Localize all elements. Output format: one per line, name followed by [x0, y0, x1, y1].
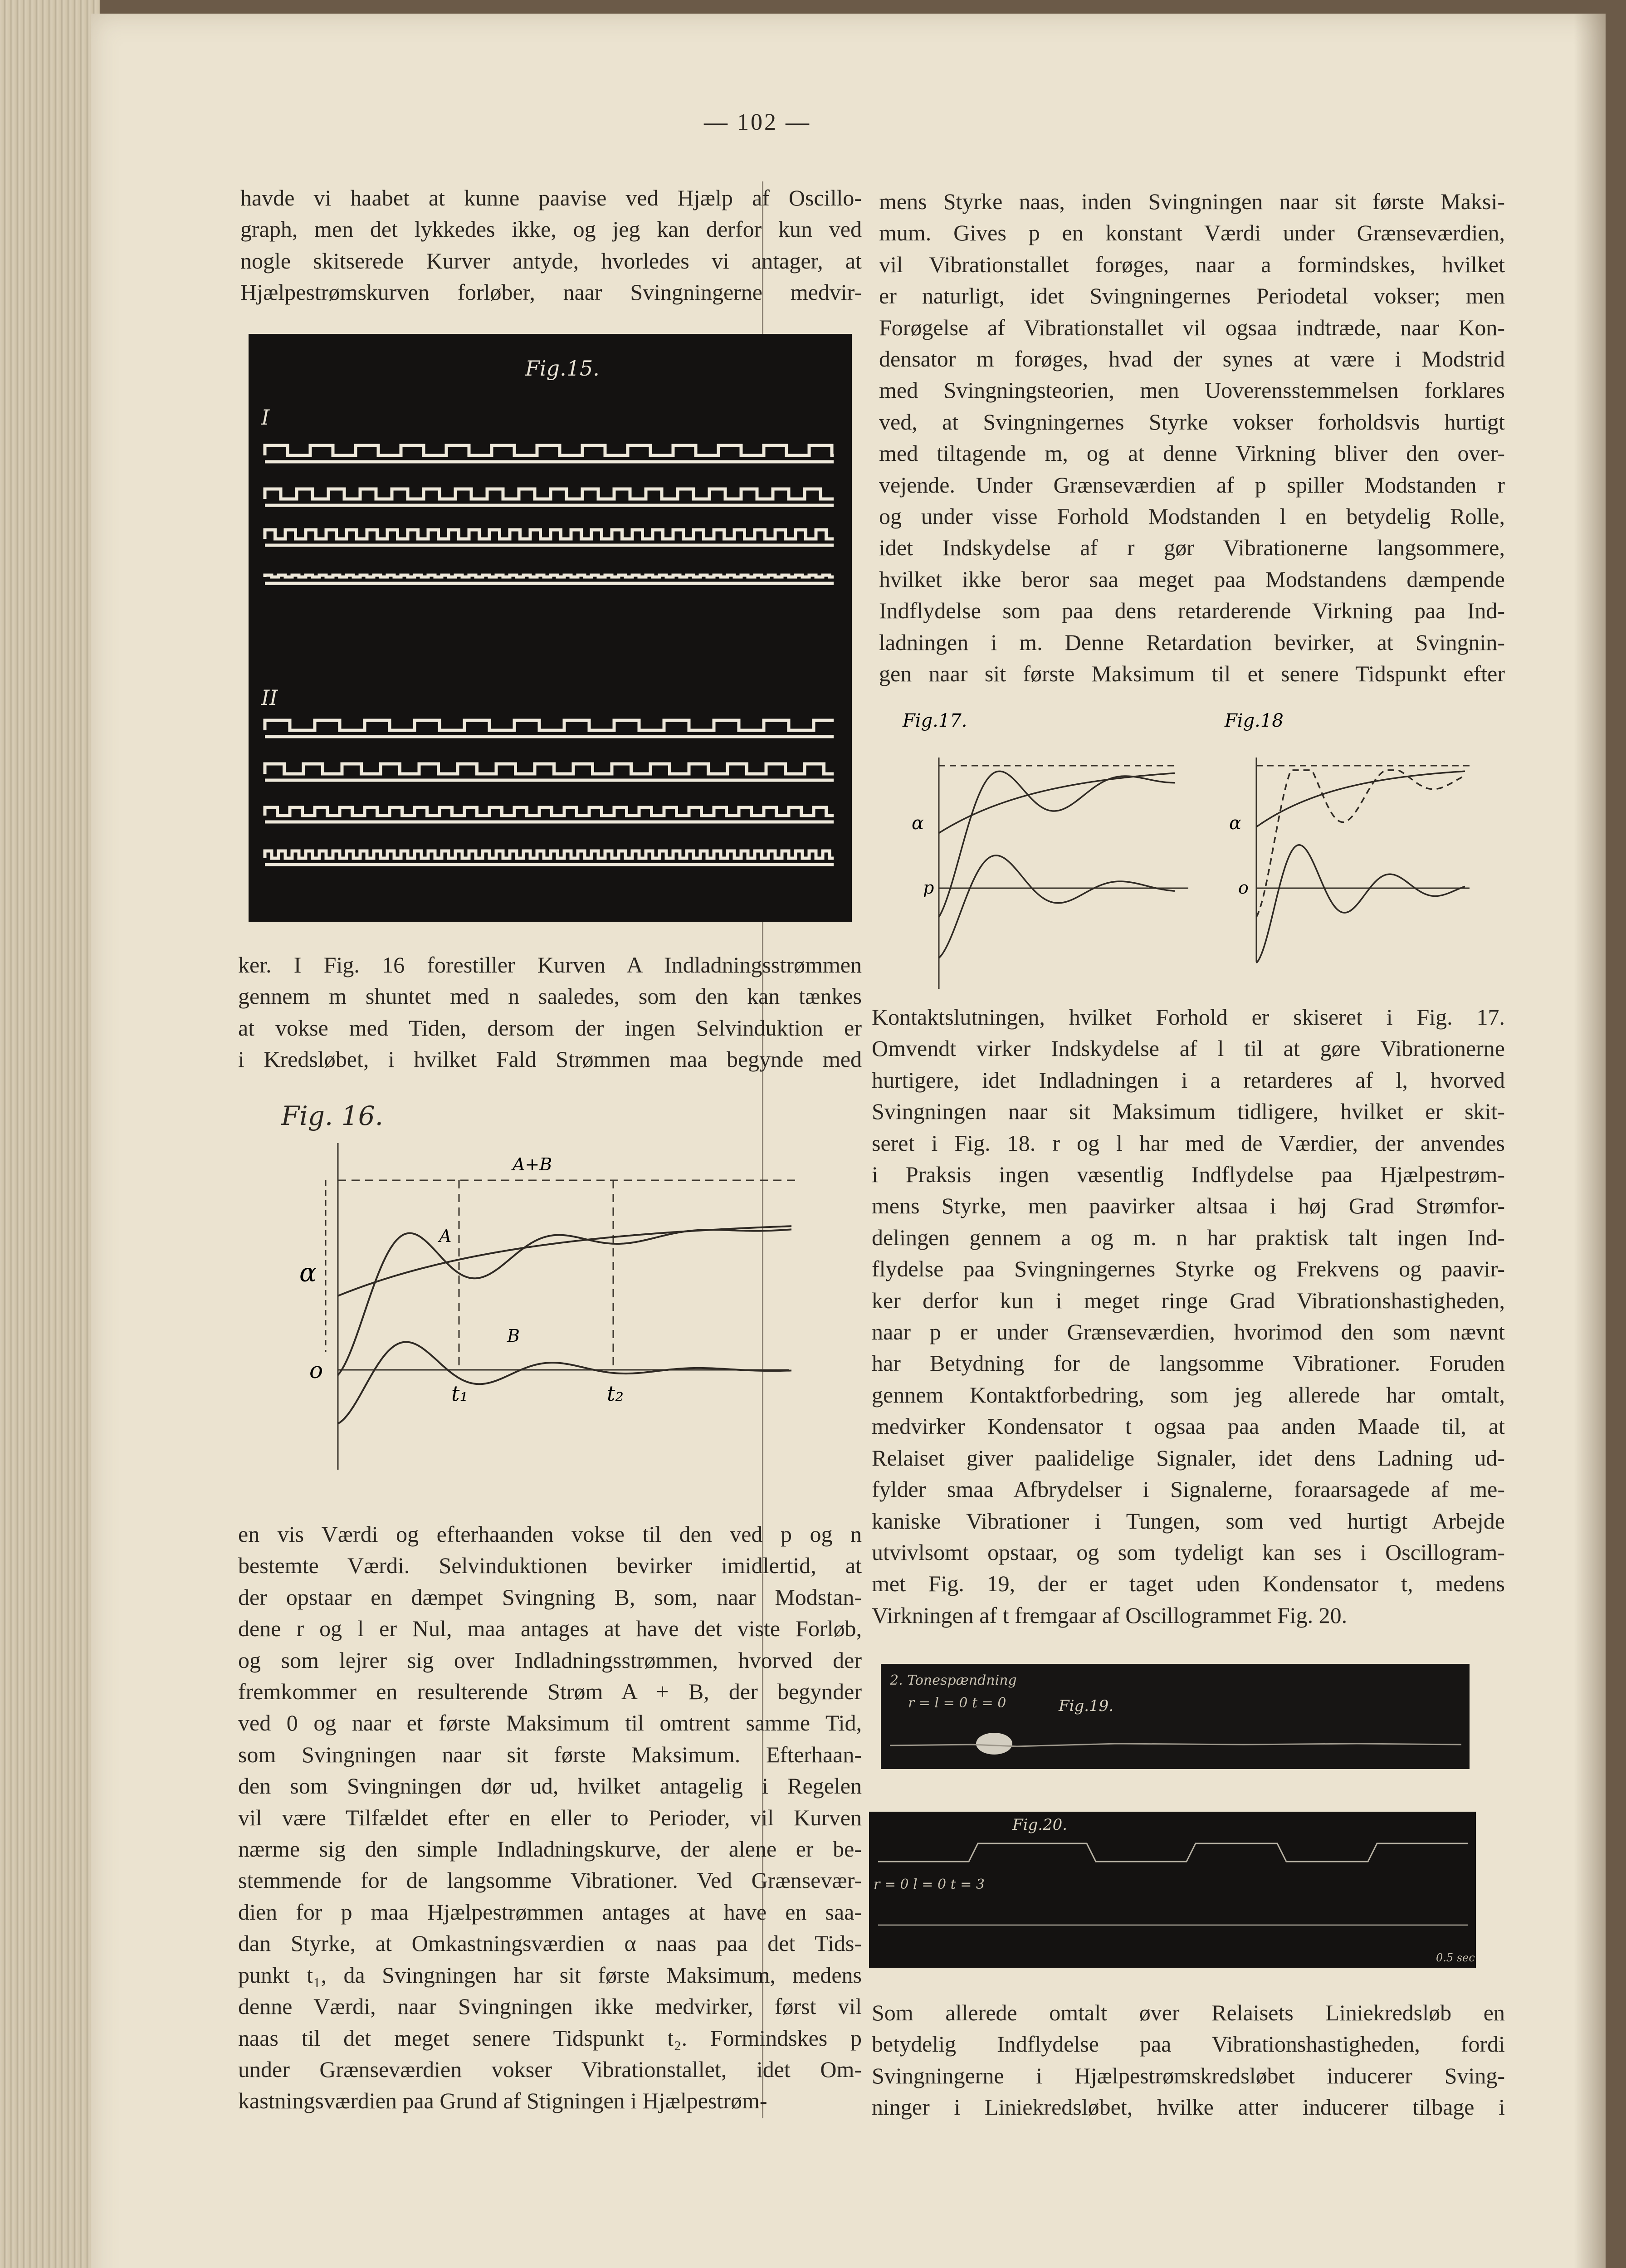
- text-line: nærme sig den simple Indladningskurve, der alene er be-: [238, 1836, 862, 1862]
- text-line: fremkommer en resulterende Strøm A + B, der begynder: [238, 1679, 862, 1705]
- figure-20-caption: Fig.20.: [1012, 1816, 1068, 1834]
- text-line: Forøgelse af Vibrationstallet vil ogsaa indtræde, naar Kon-: [879, 314, 1505, 340]
- right-paragraph-1: [879, 186, 1505, 690]
- text-line: ninger i Liniekredsløbet, hvilke atter inducerer tilbage i: [872, 2094, 1505, 2120]
- left-paragraph-2: [238, 949, 862, 1075]
- figure-18-origin: o: [1238, 878, 1249, 898]
- figure-18-caption: Fig.18: [1225, 710, 1284, 731]
- text-line: dien for p maa Hjælpestrømmen antages at have en saa-: [238, 1899, 862, 1925]
- text-line: den som Svingningen dør ud, hvilket antagelig i Regelen: [238, 1773, 862, 1799]
- figure-16-label-a: A: [439, 1226, 452, 1246]
- text-line: vil være Tilfældet efter en eller to Perioder, vil Kurven: [238, 1804, 862, 1830]
- text-line: mens Styrke naas, inden Svingningen naar sit første Maksi-: [879, 189, 1505, 214]
- text-line: Svingningen naar sit Maksimum tidligere, hvilket er skit-: [872, 1099, 1505, 1124]
- text-line: en vis Værdi og efterhaanden vokse til den ved p og n: [238, 1521, 862, 1547]
- text-line: vil Vibrationstallet forøges, naar a formindskes, hvilket: [879, 251, 1505, 277]
- text-line: mum. Gives p en konstant Værdi under Grænseværdien,: [879, 220, 1505, 246]
- text-line: seret i Fig. 18. r og l har med de Værdier, der anvendes: [872, 1130, 1505, 1156]
- text-line: at vokse med Tiden, dersom der ingen Selvinduktion er: [238, 1015, 862, 1041]
- text-line: som Svingningen naar sit første Maksimum. Efterhaan-: [238, 1741, 862, 1767]
- text-line: Som allerede omtalt øver Relaisets Liniekredsløb en: [872, 2000, 1505, 2025]
- text-line: densator m forøges, hvad der synes at være i Modstrid: [879, 346, 1505, 372]
- text-line: Indflydelse som paa dens retarderende Virkning paa Ind-: [879, 598, 1505, 624]
- figure-19-note-2: r = l = 0 t = 0: [908, 1695, 1006, 1711]
- figure-17-alpha: α: [912, 813, 924, 834]
- figure-20-oscillogram: [869, 1812, 1476, 1968]
- figure-16-t2: t₂: [607, 1381, 624, 1406]
- text-line: idet Indskydelse af r gør Vibrationerne langsommere,: [879, 535, 1505, 561]
- text-line: Hjælpestrømskurven forløber, naar Svingningerne medvir-: [240, 279, 862, 305]
- text-line: kastningsværdien paa Grund af Stigningen i Hjælpestrøm-: [238, 2088, 767, 2114]
- text-line: Relaiset giver paalidelige Signaler, idet dens Ladning ud-: [872, 1445, 1505, 1471]
- figure-17-caption: Fig.17.: [903, 710, 967, 731]
- figure-20-note-1: r = 0 l = 0 t = 3: [874, 1877, 985, 1892]
- text-line: Omvendt virker Indskydelse af l til at gøre Vibrationerne: [872, 1036, 1505, 1061]
- text-line: delingen gennem a og m. n har praktisk talt ingen Ind-: [872, 1224, 1505, 1250]
- figure-16-alpha: α: [299, 1258, 317, 1288]
- page-gutter-shadow: [1574, 14, 1606, 2268]
- text-line: er naturligt, idet Svingningernes Periodetal vokser; men: [879, 283, 1505, 309]
- text-line: denne Værdi, naar Svingningen ikke medvirker, først vil: [238, 1994, 862, 2019]
- figure-16-label-ab: A+B: [513, 1154, 552, 1174]
- figure-15-oscillogram: [249, 334, 852, 922]
- text-line: stemmende for de langsomme Vibrationer. Ved Grænsevær-: [238, 1867, 862, 1893]
- text-line: punkt t₁, da Svingningen har sit første Maksimum, medens: [238, 1962, 862, 1988]
- text-line: kaniske Vibrationer i Tungen, som ved hurtigt Arbejde: [872, 1508, 1505, 1534]
- text-line: nogle skitserede Kurver antyde, hvorledes vi antager, at: [240, 248, 862, 274]
- oscillogram-trace: [265, 575, 834, 577]
- text-line: dan Styrke, at Omkastningsværdien α naas paa det Tids-: [238, 1931, 862, 1956]
- right-paragraph-3: [872, 1997, 1505, 2123]
- text-line: hurtigere, idet Indladningen i a retarderes af l, hvorved: [872, 1067, 1505, 1093]
- text-line: fylder smaa Afbrydelser i Signalerne, foraarsagede af me-: [872, 1476, 1505, 1502]
- text-line: vejende. Under Grænseværdien af p spiller Modstanden r: [879, 472, 1505, 498]
- figure-20-note-2: 0.5 sec: [1436, 1951, 1475, 1964]
- text-line: med Svingningsteorien, men Uoverensstemmelsen forklares: [879, 377, 1505, 403]
- text-line: Svingningerne i Hjælpestrømskredsløbet inducerer Sving-: [872, 2063, 1505, 2088]
- figure-16-caption: Fig. 16.: [281, 1100, 384, 1131]
- text-line: met Fig. 19, der er taget uden Kondensator t, medens: [872, 1571, 1505, 1597]
- text-line: ved, at Svingningernes Styrke vokser forholdsvis hurtigt: [879, 409, 1505, 435]
- text-line: ladningen i m. Denne Retardation bevirker, at Svingnin-: [879, 629, 1505, 655]
- figure-15-label-I: I: [261, 405, 270, 430]
- text-line: gennem m shuntet med n saaledes, som den kan tænkes: [238, 983, 862, 1009]
- page-number: — 102 —: [704, 109, 811, 135]
- figure-17-diagram: [898, 708, 1197, 998]
- text-line: bestemte Værdi. Selvinduktionen bevirker imidlertid, at: [238, 1553, 862, 1579]
- text-line: der opstaar en dæmpet Svingning B, som, naar Modstan-: [238, 1584, 862, 1610]
- text-line: hvilket ikke beror saa meget paa Modstandens dæmpende: [879, 566, 1505, 592]
- figure-15-label-II: II: [261, 685, 278, 710]
- text-line: ker derfor kun i meget ringe Grad Vibrationshastigheden,: [872, 1287, 1505, 1313]
- text-line: og under visse Forhold Modstanden l en betydelig Rolle,: [879, 503, 1505, 529]
- text-line: medvirker Kondensator t ogsaa paa anden Maade til, at: [872, 1413, 1505, 1439]
- text-line: ker. I Fig. 16 forestiller Kurven A Indladningsstrømmen: [238, 952, 862, 978]
- text-line: gennem Kontaktforbedring, som jeg allerede har omtalt,: [872, 1382, 1505, 1408]
- text-line: i Praksis ingen væsentlig Indflydelse paa Hjælpestrøm-: [872, 1162, 1505, 1188]
- left-paragraph-3: [238, 1519, 862, 2117]
- text-line: naas til det meget senere Tidspunkt t₂. Formindskes p: [238, 2025, 862, 2051]
- figure-16-diagram: [272, 1098, 807, 1470]
- figure-16-origin: o: [309, 1357, 323, 1383]
- text-line: gen naar sit første Maksimum til et senere Tidspunkt efter: [879, 661, 1505, 687]
- figure-17-origin: p: [923, 878, 934, 898]
- text-line: mens Styrke, men paavirker altsaa i høj Grad Strømfor-: [872, 1193, 1505, 1219]
- text-line: og som lejrer sig over Indladningsstrømmen, hvorved der: [238, 1647, 862, 1673]
- text-line: utvivlsomt opstaar, og som tydeligt kan ses i Oscillogram-: [872, 1539, 1505, 1565]
- figure-18-diagram: [1216, 708, 1479, 998]
- text-line: naar p er under Grænseværdien, hvorimod den som nævnt: [872, 1319, 1505, 1345]
- left-paragraph-1: [240, 182, 862, 308]
- figure-19-caption: Fig.19.: [1059, 1697, 1114, 1715]
- figure-16-t1: t₁: [451, 1381, 468, 1406]
- right-paragraph-2: [872, 1002, 1505, 1631]
- text-line: med tiltagende m, og at denne Virkning bliver den over-: [879, 440, 1505, 466]
- text-line: i Kredsløbet, i hvilket Fald Strømmen maa begynde med: [238, 1046, 862, 1072]
- text-line: dene r og l er Nul, maa antages at have det viste Forløb,: [238, 1616, 862, 1642]
- figure-16-label-b: B: [507, 1326, 520, 1346]
- figure-15-caption: Fig.15.: [525, 356, 600, 381]
- text-line: havde vi haabet at kunne paavise ved Hjælp af Oscillo-: [240, 185, 862, 210]
- text-line: under Grænseværdien vokser Vibrationstallet, idet Om-: [238, 2056, 862, 2082]
- text-line: har Betydning for de langsomme Vibrationer. Foruden: [872, 1350, 1505, 1376]
- text-line: flydelse paa Svingningernes Styrke og Frekvens og paavir-: [872, 1256, 1505, 1282]
- figure-18-alpha: α: [1229, 813, 1242, 834]
- text-line: betydelig Indflydelse paa Vibrationshastigheden, fordi: [872, 2031, 1505, 2057]
- text-line: Kontaktslutningen, hvilket Forhold er skiseret i Fig. 17.: [872, 1004, 1505, 1030]
- text-line: ved 0 og naar et første Maksimum til omtrent samme Tid,: [238, 1710, 862, 1736]
- book-page-edges: [0, 0, 100, 2268]
- text-line: graph, men det lykkedes ikke, og jeg kan derfor kun ved: [240, 216, 862, 242]
- figure-19-oscillogram: [881, 1664, 1470, 1769]
- figure-19-note-1: 2. Tonespændning: [890, 1672, 1017, 1688]
- text-line: Virkningen af t fremgaar af Oscillogrammet Fig. 20.: [872, 1602, 1348, 1628]
